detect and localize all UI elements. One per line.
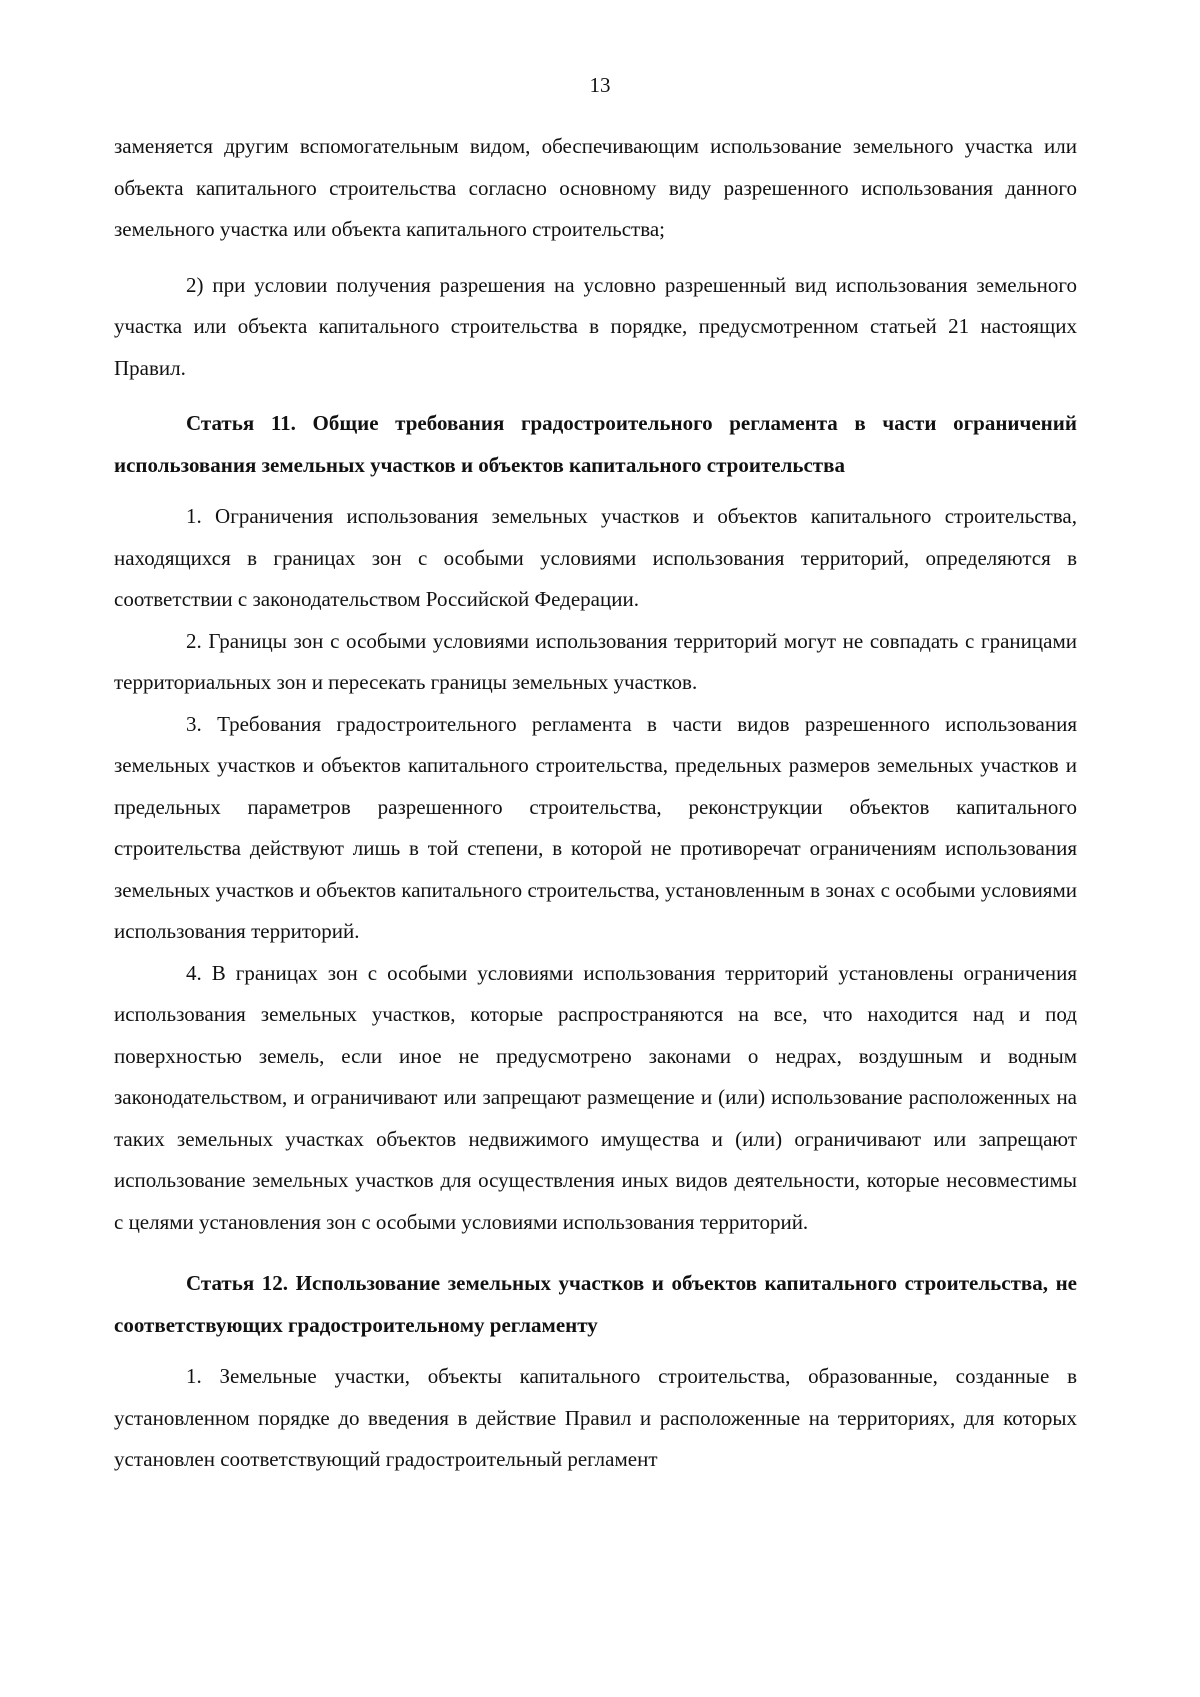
paragraph-item-2: 2) при условии получения разрешения на условно разрешенный вид использования земельного участка или объекта капитального строительства в порядке, предусмотренном статьей 21 настоящих Правил. bbox=[114, 272, 1077, 380]
article-11-paragraph-2: 2. Границы зон с особыми условиями использования территорий могут не совпадать с границами территориальных зон и пересекать границы земельных участков. bbox=[114, 628, 1077, 694]
article-11-paragraph-4: 4. В границах зон с особыми условиями использования территорий установлены ограничения использования земельных участков, которые распространяются на все, что находится над и под поверхностью земель, если иное не предусмотрено законами о недрах, воздушным и водным законодательством, и ограничивают или запрещают размещение и (или) использование расположенных на таких земельных участках объектов недвижимого имущества и (или) ограничивают или запрещают использование земельных участков для осуществления иных видов деятельности, которые несовместимы с целями установления зон с особыми условиями использования территорий. bbox=[114, 960, 1077, 1234]
article-12-paragraph-1: 1. Земельные участки, объекты капитального строительства, образованные, созданные в установленном порядке до введения в действие Правил и расположенные на территориях, для которых установлен соответствующий градостроительный регламент bbox=[114, 1364, 1077, 1471]
article-11-paragraph-3: 3. Требования градостроительного регламента в части видов разрешенного использования земельных участков и объектов капитального строительства, предельных размеров земельных участков и предельных параметров разрешенного строительства, реконструкции объектов капитального строительства действуют лишь в той степени, в которой не противоречат ограничениям использования земельных участков и объектов капитального строительства, установленным в зонах с особыми условиями использования территорий. bbox=[114, 711, 1077, 943]
article-11-heading: Статья 11. Общие требования градостроительного регламента в части ограничений использования земельных участков и объектов капитального строительства bbox=[114, 411, 1077, 477]
paragraph-continuation: заменяется другим вспомогательным видом, обеспечивающим использование земельного участка или объекта капитального строительства согласно основному виду разрешенного использования данного земельного участка или объекта капитального строительства; bbox=[114, 134, 1077, 241]
article-12-heading: Статья 12. Использование земельных участков и объектов капитального строительства, не соответствующих градостроительному регламенту bbox=[114, 1271, 1077, 1337]
page-number: 13 bbox=[589, 73, 611, 97]
document-body bbox=[114, 126, 1077, 1481]
article-11-paragraph-1: 1. Ограничения использования земельных участков и объектов капитального строительства, находящихся в границах зон с особыми условиями использования территорий, определяются в соответствии с законодательством Российской Федерации. bbox=[114, 504, 1077, 611]
